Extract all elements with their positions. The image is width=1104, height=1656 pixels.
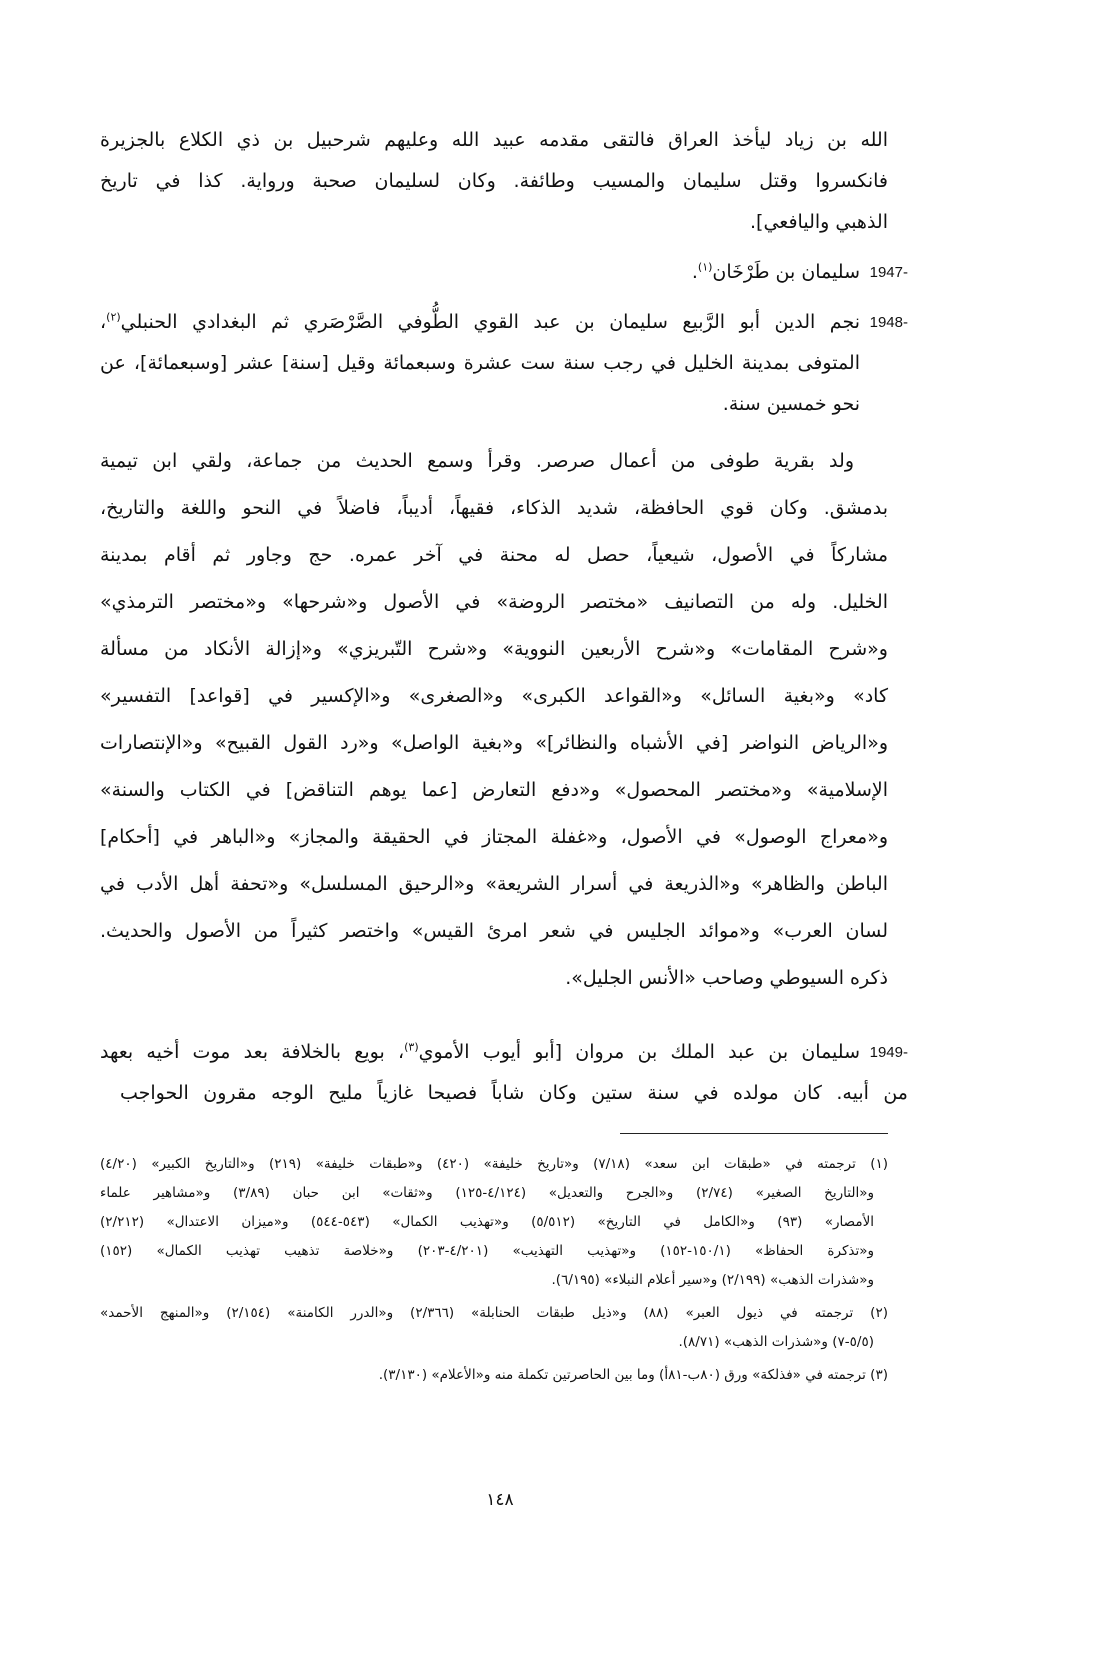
text-continuation: ، بويع بالخلافة بعد موت أخيه بعهد bbox=[100, 1041, 405, 1063]
text-line: من أبيه. كان مولده في سنة ستين وكان شاباً فصيحا غازياً مليح الوجه مقرون الحواجب bbox=[120, 1082, 908, 1104]
entry-1949 bbox=[100, 1032, 908, 1114]
punctuation: ، bbox=[100, 311, 107, 333]
footnote-ref: (٢) bbox=[106, 310, 121, 324]
text-line: بدمشق. وكان قوي الحافظة، شديد الذكاء، فقيهاً، أديباً، فاضلاً في النحو واللغة والتاريخ، bbox=[100, 497, 888, 519]
footnote-line: (٢) ترجمته في ذيول العبر» (٨٨) و«ذيل طبقات الحنابلة» (٢/٣٦٦) و«الدرر الكامنة» (٢/١٥٤) و«المنهج الأحمد» bbox=[100, 1305, 888, 1321]
text-line: الإسلامية» و«مختصر المحصول» و«دفع التعارض [عما يوهم التناقض] في الكتاب والسنة» bbox=[100, 779, 888, 801]
text-line: و«معراج الوصول» في الأصول، و«غفلة المجتاز في الحقيقة والمجاز» و«الباهر في [أحكام] bbox=[100, 826, 888, 848]
text-line: و«الرياض النواضر [في الأشباه والنظائر]» و«بغية الواصل» و«رد القول القبيح» و«الإنتصارات bbox=[100, 732, 888, 754]
footnote-separator bbox=[620, 1133, 888, 1134]
text-line: فانكسروا وقتل سليمان والمسيب وطائفة. وكان لسليمان صحبة ورواية. كذا في تاريخ bbox=[100, 170, 888, 192]
footnote-line: (٥/٥-٧) و«شذرات الذهب» (٨/٧١). bbox=[678, 1334, 874, 1350]
entry-1948 bbox=[100, 302, 908, 425]
footnote-line: (٣) ترجمته في «فذلكة» ورق (٨٠ب-٨١أ) وما بين الحاصرتين تكملة منه و«الأعلام» (٣/١٣٠). bbox=[378, 1367, 888, 1383]
text-line: ولد بقرية طوفى من أعمال صرصر. وقرأ وسمع الحديث من جماعة، ولقي ابن تيمية bbox=[100, 450, 854, 472]
footnote-ref: (٣) bbox=[404, 1040, 419, 1054]
footnote-line: (١) ترجمته في «طبقات ابن سعد» (٧/١٨) و«تاريخ خليفة» (٤٢٠) و«طبقات خليفة» (٢١٩) و«التاريخ الكبير» (٤/٢٠) bbox=[100, 1156, 889, 1172]
entry-number: 1948- bbox=[869, 314, 908, 331]
footnote-line: الأمصار» (٩٣) و«الكامل في التاريخ» (٥/٥١٢) و«تهذيب الكمال» (٥٤٣-٥٤٤) و«ميزان الاعتدال» (٢/٢١٢) bbox=[100, 1214, 875, 1230]
continued-paragraph bbox=[100, 120, 888, 243]
text-line: ذكره السيوطي وصاحب «الأنس الجليل». bbox=[565, 967, 888, 989]
footnotes bbox=[100, 1150, 888, 1390]
text-line: الله بن زياد ليأخذ العراق فالتقى مقدمه عبيد الله وعليهم شرحبيل بن ذي الكلاع بالجزيرة bbox=[100, 129, 888, 151]
entry-title: سليمان بن طَرْخَان bbox=[712, 261, 860, 283]
text-line: الخليل. وله من التصانيف «مختصر الروضة» في الأصول و«شرحها» و«مختصر الترمذي» bbox=[100, 591, 888, 613]
text-line: الذهبي واليافعي]. bbox=[750, 211, 888, 233]
entry-number: 1949- bbox=[869, 1044, 908, 1061]
entry-title: نجم الدين أبو الرَّبيع سليمان بن عبد القوي الطُّوفي الصَّرْصَري ثم البغدادي الحنبلي bbox=[120, 311, 860, 333]
text-line: مشاركاً في الأصول، شيعياً، حصل له محنة في آخر عمره. حج وجاور ثم أقام بمدينة bbox=[100, 544, 888, 566]
text-line bbox=[100, 1032, 860, 1073]
text-line: المتوفى بمدينة الخليل في رجب سنة ست عشرة وسبعمائة وقيل [سنة] عشر [وسبعمائة]، عن bbox=[100, 352, 860, 374]
page-number: ١٤٨ bbox=[486, 1490, 514, 1510]
text-line: لسان العرب» و«موائد الجليس في شعر امرئ القيس» واختصر كثيراً من الأصول والحديث. bbox=[100, 920, 888, 942]
footnote-3 bbox=[100, 1361, 888, 1390]
text-line bbox=[100, 252, 860, 293]
text-line bbox=[100, 302, 860, 343]
biography-paragraph bbox=[100, 438, 888, 1002]
footnote-line: و«شذرات الذهب» (٢/١٩٩) و«سير أعلام النبلاء» (٦/١٩٥). bbox=[551, 1272, 874, 1288]
footnote-line: و«التاريخ الصغير» (٢/٧٤) و«الجرح والتعديل» (٤/١٢٤-١٢٥) و«ثقات» ابن حبان (٣/٨٩) و«مشاهير علماء bbox=[100, 1185, 874, 1201]
text-line: كاد» و«بغية السائل» و«القواعد الكبرى» و«الصغرى» و«الإكسير في [قواعد] التفسير» bbox=[100, 685, 888, 707]
entry-title: سليمان بن عبد الملك بن مروان [أبو أيوب الأموي bbox=[418, 1041, 861, 1063]
footnote-1 bbox=[100, 1150, 888, 1295]
footnote-2 bbox=[100, 1299, 888, 1357]
footnote-line: و«تذكرة الحفاظ» (١٥٠/١-١٥٢) و«تهذيب التهذيب» (٤/٢٠١-٢٠٣) و«خلاصة تذهيب تهذيب الكمال» (١٥٢) bbox=[100, 1243, 874, 1259]
entry-number: 1947- bbox=[869, 264, 908, 281]
text-line: الباطن والظاهر» و«الذريعة في أسرار الشريعة» و«الرحيق المسلسل» و«تحفة أهل الأدب في bbox=[100, 873, 888, 895]
footnote-ref: (١) bbox=[697, 260, 713, 274]
text-line: نحو خمسين سنة. bbox=[722, 393, 860, 415]
text-line: و«شرح المقامات» و«شرح الأربعين النووية» و«شرح التّبريزي» و«إزالة الأنكاد من مسألة bbox=[100, 638, 888, 660]
entry-1947 bbox=[100, 252, 908, 293]
punctuation: . bbox=[691, 261, 698, 283]
